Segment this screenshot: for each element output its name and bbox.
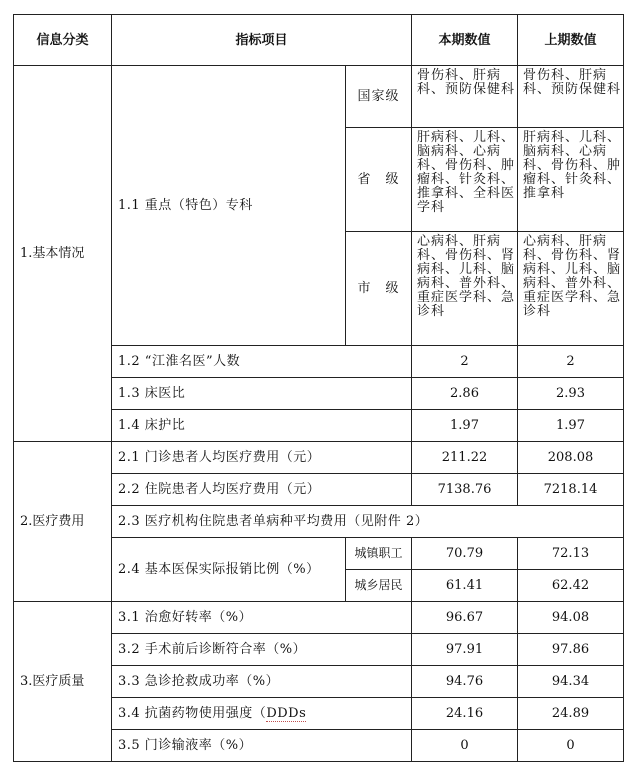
urban-current: 70.79 [412, 538, 518, 570]
inpatient-avg-current: 7138.76 [412, 474, 518, 506]
item-key-specialty: 1.1 重点（特色）专科 [112, 66, 346, 346]
table-row [14, 442, 624, 474]
item-insurance-ratio: 2.4 基本医保实际报销比例（%） [112, 538, 346, 602]
antibiotic-current: 24.16 [412, 698, 518, 730]
item-famous-doctors: 1.2 “江淮名医”人数 [112, 346, 412, 378]
category-costs: 2.医疗费用 [14, 442, 112, 602]
header-row [14, 15, 624, 66]
sub-urban-workers: 城镇职工 [346, 538, 412, 570]
famous-doctors-previous: 2 [518, 346, 624, 378]
diagnosis-match-previous: 97.86 [518, 634, 624, 666]
antibiotic-label-prefix: 3.4 抗菌药物使用强度（ [118, 706, 267, 721]
cure-rate-previous: 94.08 [518, 602, 624, 634]
rural-current: 61.41 [412, 570, 518, 602]
bed-doctor-previous: 2.93 [518, 378, 624, 410]
category-basic: 1.基本情况 [14, 66, 112, 442]
rescue-success-previous: 94.34 [518, 666, 624, 698]
bed-doctor-current: 2.86 [412, 378, 518, 410]
diagnosis-match-current: 97.91 [412, 634, 518, 666]
famous-doctors-current: 2 [412, 346, 518, 378]
antibiotic-label-ddds: DDDs [266, 706, 307, 721]
infusion-rate-previous: 0 [518, 730, 624, 762]
item-antibiotic-intensity [112, 698, 412, 730]
municipal-current: 心病科、肝病科、骨伤科、肾病科、儿科、脑病科、普外科、重症医学科、急诊科 [412, 232, 518, 346]
antibiotic-previous: 24.89 [518, 698, 624, 730]
table-row [14, 66, 624, 128]
item-infusion-rate: 3.5 门诊输液率（%） [112, 730, 412, 762]
inpatient-avg-previous: 7218.14 [518, 474, 624, 506]
item-diagnosis-match: 3.2 手术前后诊断符合率（%） [112, 634, 412, 666]
outpatient-avg-previous: 208.08 [518, 442, 624, 474]
item-bed-nurse-ratio: 1.4 床护比 [112, 410, 412, 442]
header-indicator: 指标项目 [112, 15, 412, 66]
provincial-current: 肝病科、儿科、脑病科、心病科、骨伤科、肿瘤科、针灸科、推拿科、全科医学科 [412, 128, 518, 232]
outpatient-avg-current: 211.22 [412, 442, 518, 474]
bed-nurse-current: 1.97 [412, 410, 518, 442]
item-cure-rate: 3.1 治愈好转率（%） [112, 602, 412, 634]
item-outpatient-avg: 2.1 门诊患者人均医疗费用（元） [112, 442, 412, 474]
level-national: 国家级 [346, 66, 412, 128]
cure-rate-current: 96.67 [412, 602, 518, 634]
rural-previous: 62.42 [518, 570, 624, 602]
municipal-previous: 心病科、肝病科、骨伤科、肾病科、儿科、脑病科、普外科、重症医学科、急诊科 [518, 232, 624, 346]
category-quality: 3.医疗质量 [14, 602, 112, 762]
sub-rural-residents: 城乡居民 [346, 570, 412, 602]
table-row [14, 602, 624, 634]
header-current: 本期数值 [412, 15, 518, 66]
item-rescue-success: 3.3 急诊抢救成功率（%） [112, 666, 412, 698]
item-inpatient-avg: 2.2 住院患者人均医疗费用（元） [112, 474, 412, 506]
provincial-previous: 肝病科、儿科、脑病科、心病科、骨伤科、肿瘤科、针灸科、推拿科 [518, 128, 624, 232]
national-current: 骨伤科、肝病科、预防保健科 [412, 66, 518, 128]
infusion-rate-current: 0 [412, 730, 518, 762]
bed-nurse-previous: 1.97 [518, 410, 624, 442]
level-provincial: 省 级 [346, 128, 412, 232]
header-category: 信息分类 [14, 15, 112, 66]
national-previous: 骨伤科、肝病科、预防保健科 [518, 66, 624, 128]
header-previous: 上期数值 [518, 15, 624, 66]
medical-info-table [13, 14, 624, 762]
level-municipal: 市 级 [346, 232, 412, 346]
item-single-disease: 2.3 医疗机构住院患者单病种平均费用（见附件 2） [112, 506, 624, 538]
rescue-success-current: 94.76 [412, 666, 518, 698]
item-bed-doctor-ratio: 1.3 床医比 [112, 378, 412, 410]
urban-previous: 72.13 [518, 538, 624, 570]
